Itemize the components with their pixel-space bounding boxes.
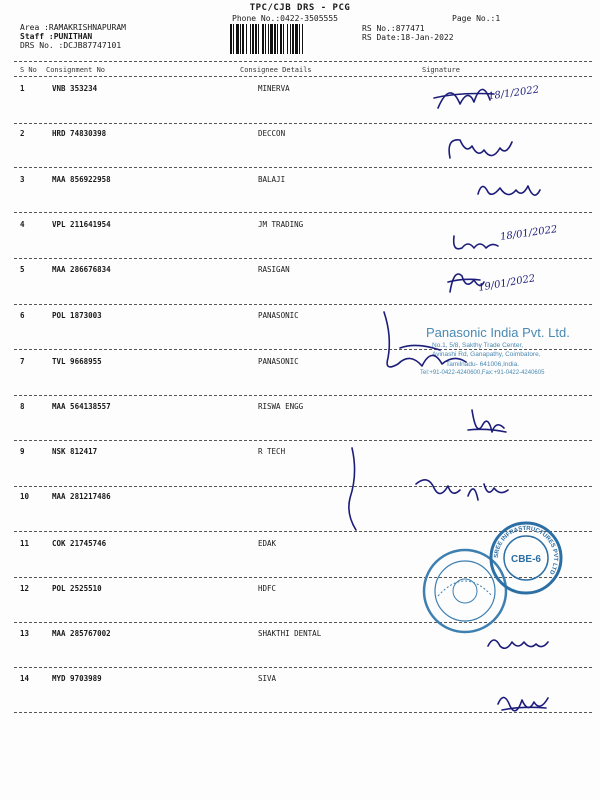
round-stamp-center: CBE-6 bbox=[510, 554, 542, 565]
signature-date-4: 18/01/2022 bbox=[499, 224, 559, 243]
row-consignee: R TECH bbox=[258, 447, 286, 456]
column-header-sno: S No bbox=[20, 66, 37, 74]
row-consignee: SHAKTHI DENTAL bbox=[258, 629, 322, 638]
divider bbox=[14, 123, 592, 124]
row-sno: 10 bbox=[20, 492, 30, 501]
round-stamp-ring-text bbox=[488, 520, 564, 596]
divider bbox=[14, 395, 592, 396]
row-consignment: MAA 286676834 bbox=[52, 265, 111, 274]
table-row bbox=[0, 311, 600, 325]
row-sno: 1 bbox=[20, 84, 25, 93]
row-consignment: VPL 211641954 bbox=[52, 220, 111, 229]
area-field: Area :RAMAKRISHNAPURAM bbox=[20, 23, 126, 32]
panasonic-stamp-address: No.1, 5/8, Sakthy Trade Center, bbox=[432, 342, 524, 349]
rs-date: RS Date:18-Jan-2022 bbox=[362, 33, 454, 42]
row-sno: 5 bbox=[20, 265, 25, 274]
signature-row-13 bbox=[484, 628, 554, 658]
row-consignment: MAA 564138557 bbox=[52, 402, 111, 411]
divider bbox=[14, 349, 592, 350]
row-sno: 9 bbox=[20, 447, 25, 456]
row-sno: 7 bbox=[20, 357, 25, 366]
row-sno: 2 bbox=[20, 129, 25, 138]
row-sno: 12 bbox=[20, 584, 30, 593]
staff-field: Staff :PUNITHAN bbox=[20, 32, 93, 41]
round-stamp-ring: SREE INFRASTRUCTURES PVT LTD bbox=[493, 525, 559, 576]
row-consignee: BALAJI bbox=[258, 175, 286, 184]
divider bbox=[14, 667, 592, 668]
row-consignment: MAA 285767002 bbox=[52, 629, 111, 638]
signature-row-2 bbox=[440, 128, 520, 172]
row-sno: 14 bbox=[20, 674, 30, 683]
row-consignment: MAA 281217486 bbox=[52, 492, 111, 501]
row-sno: 4 bbox=[20, 220, 25, 229]
document-title: TPC/CJB DRS - PCG bbox=[249, 3, 351, 13]
row-sno: 8 bbox=[20, 402, 25, 411]
row-consignee: MINERVA bbox=[258, 84, 290, 93]
column-header-consignment: Consignment No bbox=[46, 66, 106, 74]
row-sno: 6 bbox=[20, 311, 25, 320]
row-consignee: PANASONIC bbox=[258, 357, 299, 366]
row-consignee: RISWA ENGG bbox=[258, 402, 304, 411]
row-consignment: MAA 856922958 bbox=[52, 175, 111, 184]
page-number: Page No.:1 bbox=[452, 14, 501, 23]
signature-vertical-stroke bbox=[340, 444, 370, 534]
panasonic-stamp-address: Avinashi Rd, Ganapathy, Coimbatore, bbox=[432, 351, 541, 358]
table-row bbox=[0, 447, 600, 461]
row-consignee: SIVA bbox=[258, 674, 277, 683]
row-consignee: EDAK bbox=[258, 539, 277, 548]
row-consignment: NSK 812417 bbox=[52, 447, 98, 456]
column-header-signature: Signature bbox=[422, 66, 460, 74]
row-consignee: HDFC bbox=[258, 584, 277, 593]
row-consignment: COK 21745746 bbox=[52, 539, 107, 548]
row-consignment: HRD 74830398 bbox=[52, 129, 107, 138]
row-sno: 11 bbox=[20, 539, 30, 548]
panasonic-stamp-name: Panasonic India Pvt. Ltd. bbox=[426, 325, 570, 340]
signature-row-8 bbox=[462, 402, 512, 442]
signature-row-9 bbox=[408, 470, 528, 510]
row-consignment: MYD 9703989 bbox=[52, 674, 102, 683]
row-sno: 3 bbox=[20, 175, 25, 184]
signature-date-5: 19/01/2022 bbox=[477, 273, 537, 294]
panasonic-stamp-address: Tamilnadu- 641006,India. bbox=[446, 361, 519, 368]
svg-text:SREE INFRASTRUCTURES PVT LTD bbox=[494, 526, 558, 576]
row-consignee: RASIGAN bbox=[258, 265, 290, 274]
signature-row-6-7 bbox=[370, 306, 480, 386]
column-header-consignee: Consignee Details bbox=[240, 66, 312, 74]
signature-row-14 bbox=[492, 684, 562, 724]
row-consignee: JM TRADING bbox=[258, 220, 304, 229]
row-consignee: DECCON bbox=[258, 129, 286, 138]
panasonic-stamp-tel: Tel:+91-0422-4240600,Fax:+91-0422-4240605 bbox=[420, 370, 545, 376]
row-consignment: POL 2525510 bbox=[52, 584, 102, 593]
signature-row-3 bbox=[470, 172, 560, 208]
row-consignment: POL 1873003 bbox=[52, 311, 102, 320]
divider bbox=[14, 212, 592, 213]
row-sno: 13 bbox=[20, 629, 30, 638]
divider bbox=[14, 304, 592, 305]
phone-number: Phone No.:0422-3505555 bbox=[232, 14, 338, 23]
row-consignment: VNB 353234 bbox=[52, 84, 98, 93]
rs-number: RS No.:877471 bbox=[362, 24, 425, 33]
divider bbox=[14, 258, 592, 259]
drs-number: DRS No. :DCJB87747101 bbox=[20, 41, 122, 50]
barcode-icon bbox=[230, 24, 352, 54]
signature-date-1: 18/1/2022 bbox=[487, 84, 540, 103]
row-consignee: PANASONIC bbox=[258, 311, 299, 320]
row-consignment: TVL 9668955 bbox=[52, 357, 102, 366]
